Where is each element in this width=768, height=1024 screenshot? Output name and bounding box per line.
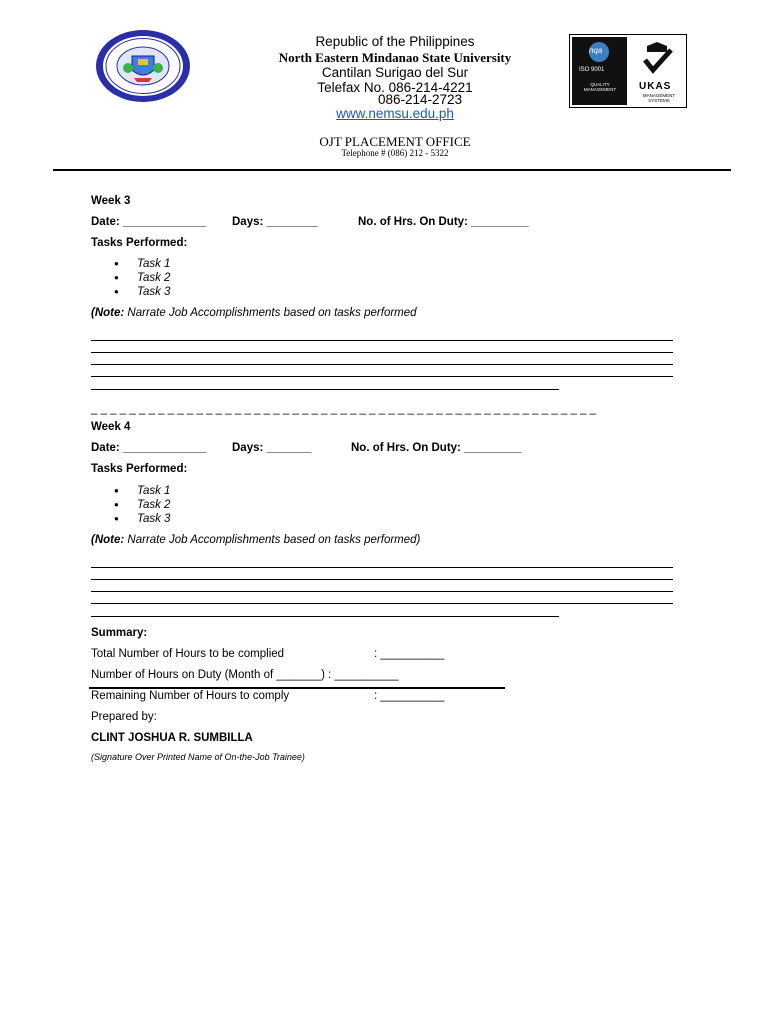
week4-note-text: Narrate Job Accomplishments based on tasks performed) [124,534,421,546]
certification-logo [569,34,687,108]
week3-narrative-line [91,376,673,377]
office-telephone: Telephone # (086) 212 - 5322 [341,148,449,158]
summary-duty-hours-row: Number of Hours on Duty (Month of _______) : __________ [91,669,399,681]
week4-note-label: (Note: [91,534,125,546]
week4-narrative-line [91,591,673,592]
week3-note [91,307,417,319]
week3-note-text: Narrate Job Accomplishments based on tasks performed [124,307,417,319]
bullet-icon: ● [114,259,119,268]
summary-divider [89,687,505,689]
week3-hours-field: No. of Hrs. On Duty: _________ [358,216,529,228]
bullet-icon: ● [114,273,119,282]
republic-heading: Republic of the Philippines [315,34,475,49]
week4-narrative-line [91,616,559,617]
trainee-name: CLINT JOSHUA R. SUMBILLA [91,732,253,744]
nqa-text: nqa [589,46,603,55]
summary-title: Summary: [91,627,148,639]
management-systems-text: MANAGEMENT SYSTEMS [642,93,676,103]
prepared-by-label: Prepared by: [91,711,157,723]
header-divider [53,169,731,171]
week4-task-1: Task 1 [137,485,171,497]
week3-days-field: Days: ________ [232,216,318,228]
week3-title: Week 3 [91,195,131,207]
summary-remaining-hours-value: : __________ [374,690,445,702]
university-seal-logo [94,28,192,104]
week3-task-3: Task 3 [137,286,171,298]
signature-caption: (Signature Over Printed Name of On-the-Job Trainee) [91,752,305,762]
summary-total-hours-value: : __________ [374,648,445,660]
bullet-icon: ● [114,486,119,495]
summary-remaining-hours-label: Remaining Number of Hours to comply [91,690,290,702]
week4-task-3: Task 3 [137,513,171,525]
week3-narrative-line [91,352,673,353]
week3-date-field: Date: _____________ [91,216,207,228]
week4-days-field: Days: _______ [232,442,312,454]
week4-task-2: Task 2 [137,499,171,511]
university-name: North Eastern Mindanao State University [278,50,512,65]
quality-text: QUALITY MANAGEMENT [583,82,617,92]
university-location: Cantilan Surigao del Sur [321,65,469,80]
bullet-icon: ● [114,514,119,523]
week4-narrative-line [91,579,673,580]
week3-task-2: Task 2 [137,272,171,284]
week4-note [91,534,420,546]
week4-hours-field: No. of Hrs. On Duty: _________ [351,442,522,454]
ukas-text: UKAS [639,81,672,92]
office-title: OJT PLACEMENT OFFICE [319,134,471,149]
telefax-number: Telefax No. 086-214-4221 [317,80,473,95]
week4-date-field: Date: _____________ [91,442,207,454]
summary-total-hours-label: Total Number of Hours to be complied [91,648,285,660]
week3-task-1: Task 1 [137,258,171,270]
telefax-number-second: 086-214-2723 [378,92,463,107]
week3-tasks-label: Tasks Performed: [91,237,188,249]
iso-text: ISO 9001 [579,67,605,73]
week3-note-label: (Note: [91,307,125,319]
week4-tasks-label: Tasks Performed: [91,463,188,475]
bullet-icon: ● [114,287,119,296]
website-link[interactable]: www.nemsu.edu.ph [336,106,454,121]
week3-narrative-line [91,340,673,341]
week-separator: _ _ _ _ _ _ _ _ _ _ _ _ _ _ _ _ _ _ _ _ _ _ _ _ _ _ _ _ _ _ _ _ _ _ _ _ _ _ _ _ _ _ _ _ _ _ _ _ _ _ _ _ _ [91,403,597,415]
week4-narrative-line [91,603,673,604]
week4-title: Week 4 [91,421,131,433]
bullet-icon: ● [114,500,119,509]
week3-narrative-line [91,364,673,365]
week3-narrative-line [91,389,559,390]
week4-narrative-line [91,567,673,568]
